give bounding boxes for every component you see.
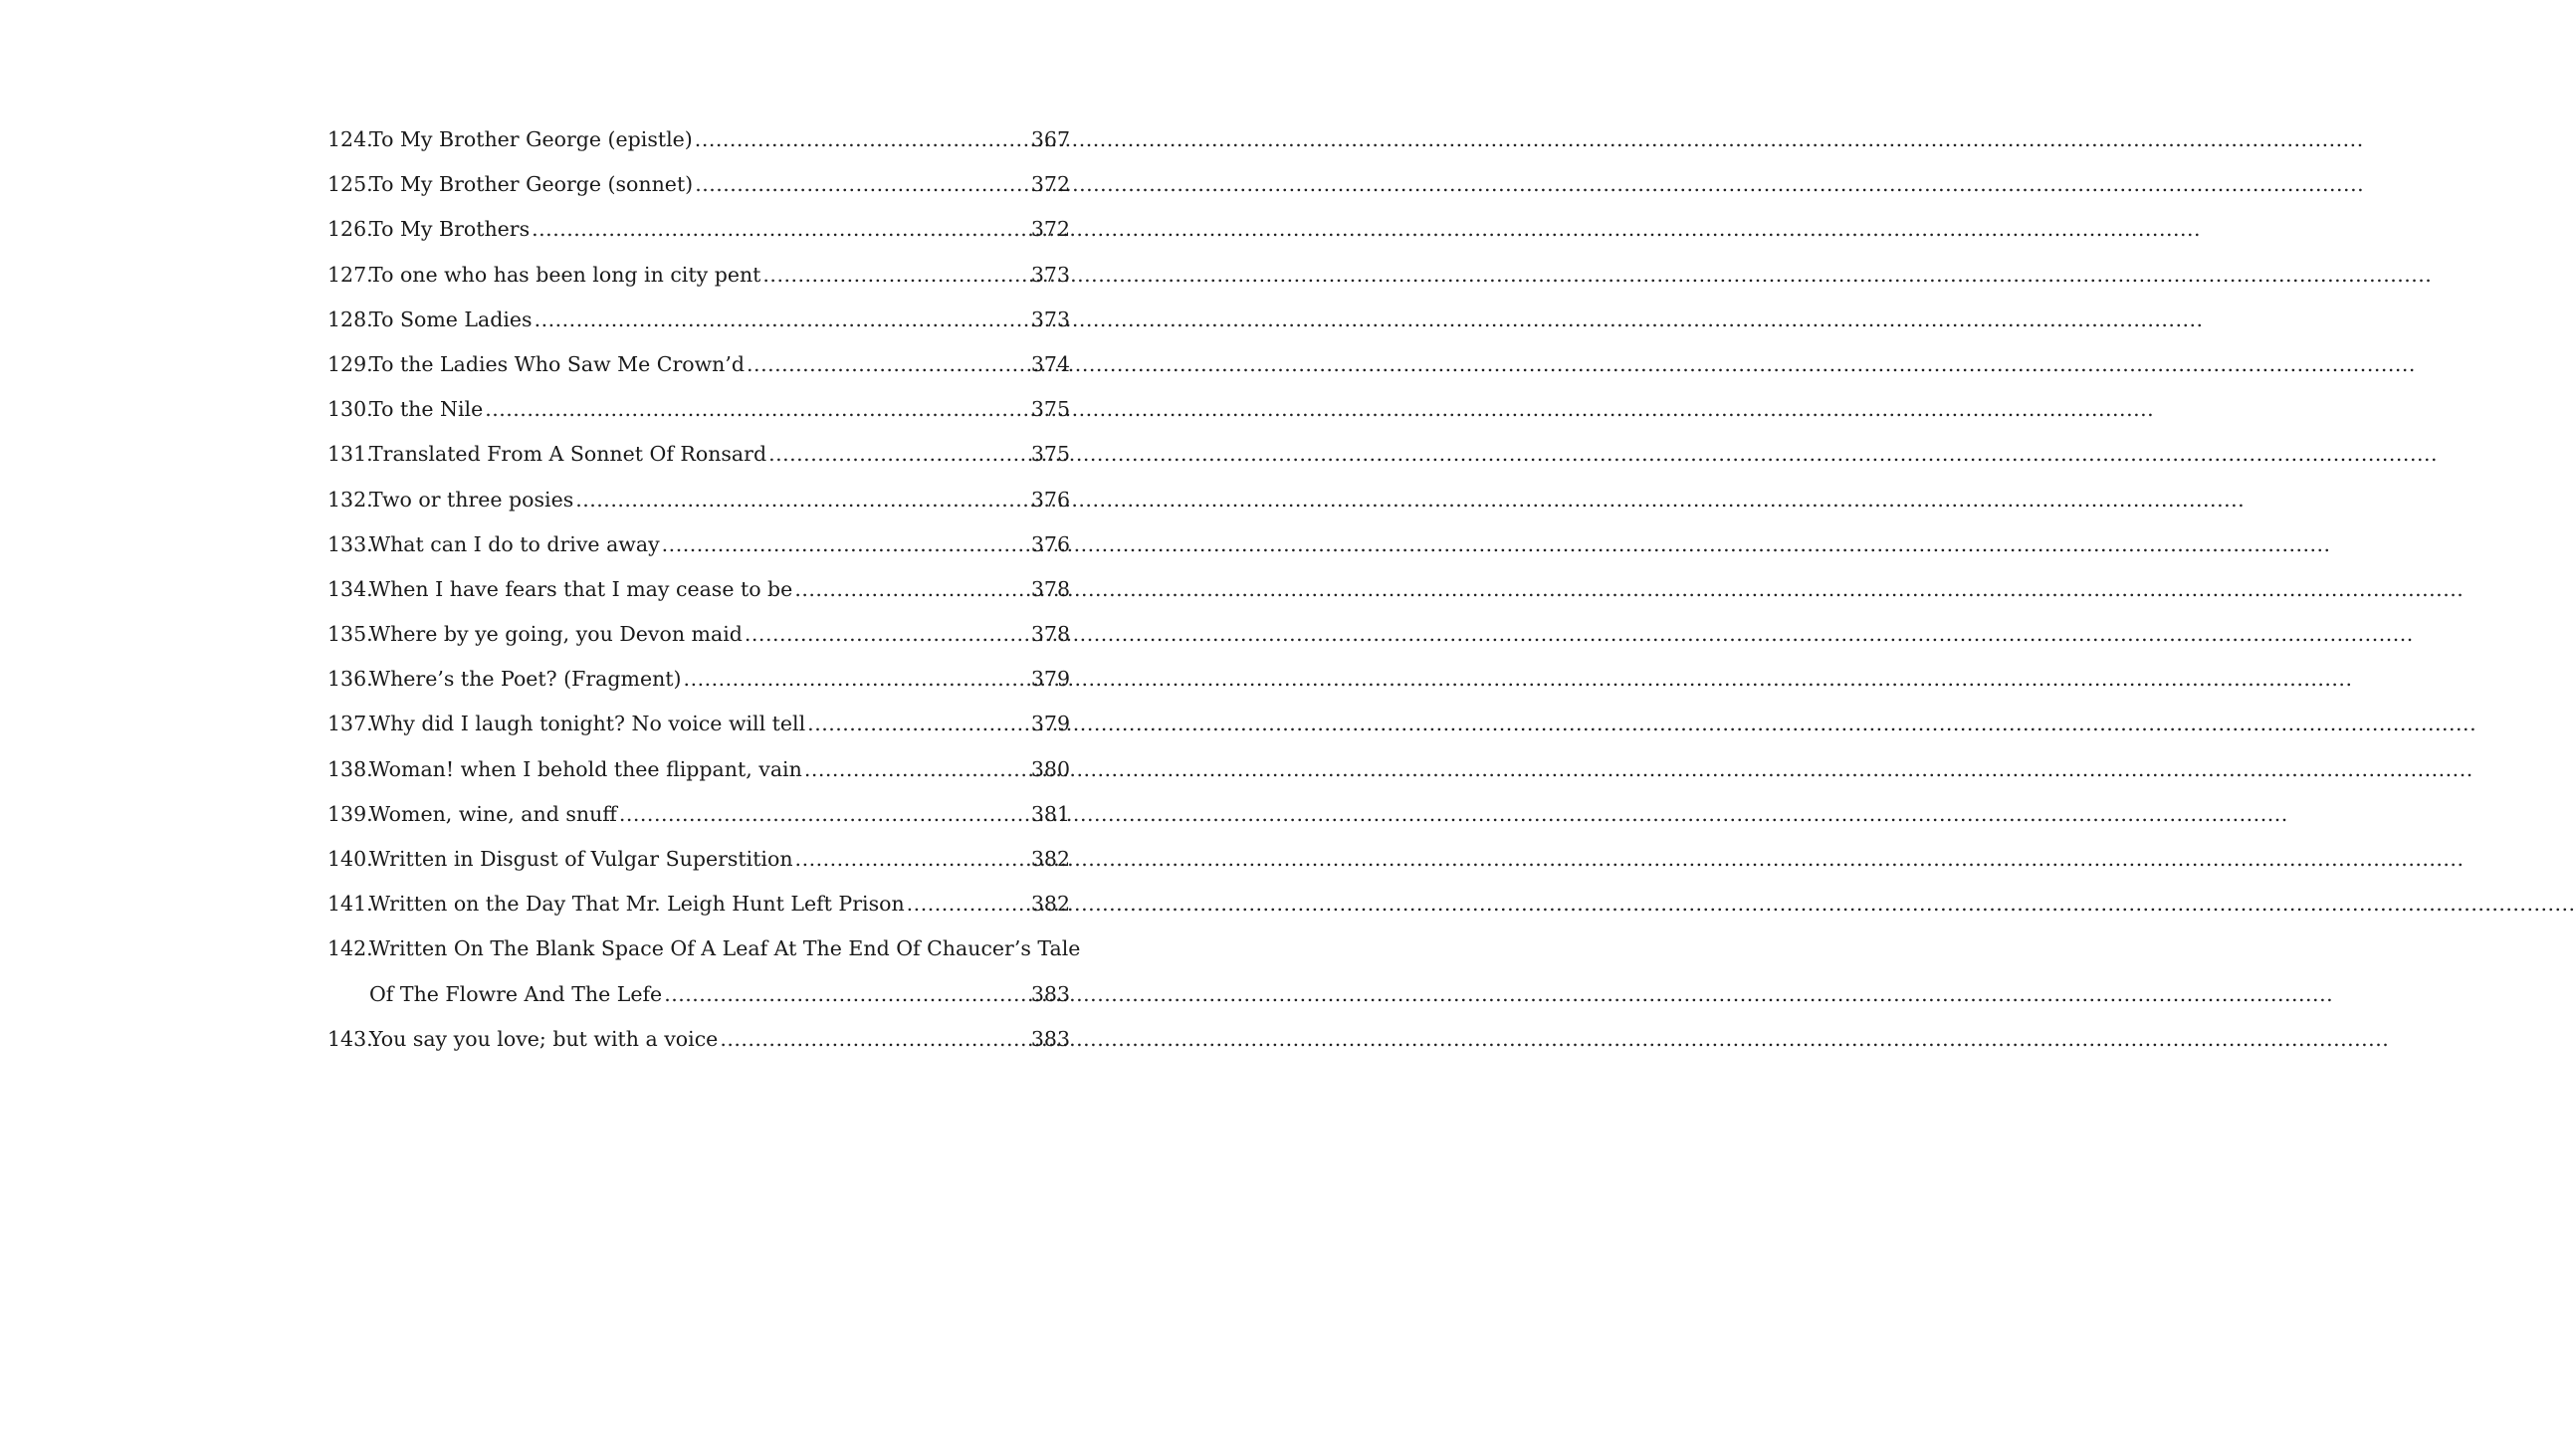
entry-number: 131.	[327, 442, 373, 467]
entry-page: 382	[1030, 847, 1070, 871]
entry-title: Women, wine, and snuff	[369, 801, 617, 826]
toc-entry	[327, 478, 1070, 522]
toc-entry	[327, 162, 1070, 207]
entry-page: 372	[1030, 172, 1070, 197]
dot-leader	[762, 253, 1028, 298]
entry-page: 383	[1030, 1026, 1070, 1051]
entry-title: To My Brother George (epistle)	[369, 127, 693, 151]
toc-entry	[327, 837, 1070, 882]
entry-number: 141.	[327, 892, 373, 917]
toc-entry	[327, 342, 1070, 387]
entry-title: Translated From A Sonnet Of Ronsard	[369, 442, 767, 467]
entry-number: 127.	[327, 262, 373, 287]
entry-number: 143.	[327, 1026, 373, 1051]
entry-number: 129.	[327, 351, 373, 376]
dot-leader	[907, 882, 1029, 926]
toc-entry	[327, 207, 1070, 252]
entry-number: 128.	[327, 307, 373, 331]
entry-title: Written in Disgust of Vulgar Superstition	[369, 847, 793, 871]
entry-page: 373	[1030, 307, 1070, 331]
entry-title: To My Brothers	[369, 217, 531, 242]
entry-title: Written on the Day That Mr. Leigh Hunt Left Prison	[369, 892, 905, 917]
entry-title-line1: Written On The Blank Space Of A Leaf At The End Of Chaucer’s Tale	[369, 936, 1081, 961]
entry-page: 373	[1030, 262, 1070, 287]
entry-number: 133.	[327, 531, 373, 556]
entry-number: 142.	[327, 936, 373, 961]
entry-number: 136.	[327, 667, 373, 692]
toc-entry	[327, 253, 1070, 298]
entry-number: 126.	[327, 217, 373, 242]
entry-page: 367	[1030, 127, 1070, 151]
dot-leader	[768, 432, 1029, 477]
dot-leader	[532, 207, 1029, 252]
entry-title: Where by ye going, you Devon maid	[369, 622, 743, 647]
toc-entry	[327, 702, 1070, 746]
entry-number: 138.	[327, 756, 373, 781]
entry-page: 372	[1030, 217, 1070, 242]
entry-page: 376	[1030, 487, 1070, 512]
entry-number: 135.	[327, 622, 373, 647]
dot-leader	[720, 1017, 1029, 1062]
entry-number: 137.	[327, 712, 373, 736]
dot-leader	[695, 117, 1029, 162]
toc-entry	[327, 522, 1070, 567]
entry-title: When I have fears that I may cease to be	[369, 576, 793, 601]
toc-entry	[327, 747, 1070, 792]
dot-leader	[745, 612, 1029, 657]
toc-entry	[327, 792, 1070, 837]
toc-entry	[327, 882, 1070, 926]
toc-entry	[327, 567, 1070, 612]
entry-page: 375	[1030, 397, 1070, 422]
entry-number: 134.	[327, 576, 373, 601]
entry-page: 378	[1030, 576, 1070, 601]
dot-leader	[619, 792, 1029, 837]
entry-title: What can I do to drive away	[369, 531, 660, 556]
dot-leader	[485, 387, 1029, 432]
entry-title: To the Ladies Who Saw Me Crown’d	[369, 351, 746, 376]
entry-title-line2: Of The Flowre And The Lefe	[369, 981, 663, 1006]
entry-number: 130.	[327, 397, 373, 422]
entry-page: 383	[1030, 981, 1070, 1006]
entry-title: Woman! when I behold thee flippant, vain	[369, 756, 802, 781]
entry-page: 381	[1030, 801, 1070, 826]
dot-leader	[684, 657, 1029, 702]
entry-page: 379	[1030, 667, 1070, 692]
entry-title: Two or three posies	[369, 487, 574, 512]
toc-entry-long-line1	[327, 926, 1081, 971]
toc-entry	[327, 387, 1070, 432]
dot-leader	[804, 747, 1029, 792]
dot-leader	[535, 298, 1029, 342]
toc-entry	[327, 657, 1070, 702]
dot-leader	[807, 702, 1029, 746]
entry-title: Why did I laugh tonight? No voice will tell	[369, 712, 806, 736]
entry-page: 376	[1030, 531, 1070, 556]
entry-page: 378	[1030, 622, 1070, 647]
toc-entry	[327, 298, 1070, 342]
entry-title: To My Brother George (sonnet)	[369, 172, 694, 197]
dot-leader	[795, 837, 1029, 882]
entry-number: 132.	[327, 487, 373, 512]
toc-entry-long-line2	[327, 972, 1070, 1017]
toc-entry	[327, 432, 1070, 477]
entry-title: To one who has been long in city pent	[369, 262, 761, 287]
dot-leader	[794, 567, 1029, 612]
toc-entry	[327, 612, 1070, 657]
dot-leader	[664, 972, 1029, 1017]
entry-number: 124.	[327, 127, 373, 151]
entry-page: 374	[1030, 351, 1070, 376]
entry-number: 125.	[327, 172, 373, 197]
entry-number: 139.	[327, 801, 373, 826]
dot-leader	[695, 162, 1029, 207]
entry-page: 380	[1030, 756, 1070, 781]
toc-entry	[327, 1017, 1070, 1062]
toc-entry	[327, 117, 1070, 162]
entry-page: 375	[1030, 442, 1070, 467]
entry-page: 379	[1030, 712, 1070, 736]
entry-title: To the Nile	[369, 397, 484, 422]
entry-title: You say you love; but with a voice	[369, 1026, 719, 1051]
dot-leader	[747, 342, 1029, 387]
entry-title: Where’s the Poet? (Fragment)	[369, 667, 682, 692]
entry-number: 140.	[327, 847, 373, 871]
entry-page: 382	[1030, 892, 1070, 917]
entry-title: To Some Ladies	[369, 307, 533, 331]
dot-leader	[662, 522, 1029, 567]
table-of-contents	[327, 117, 1081, 1062]
dot-leader	[575, 478, 1029, 522]
